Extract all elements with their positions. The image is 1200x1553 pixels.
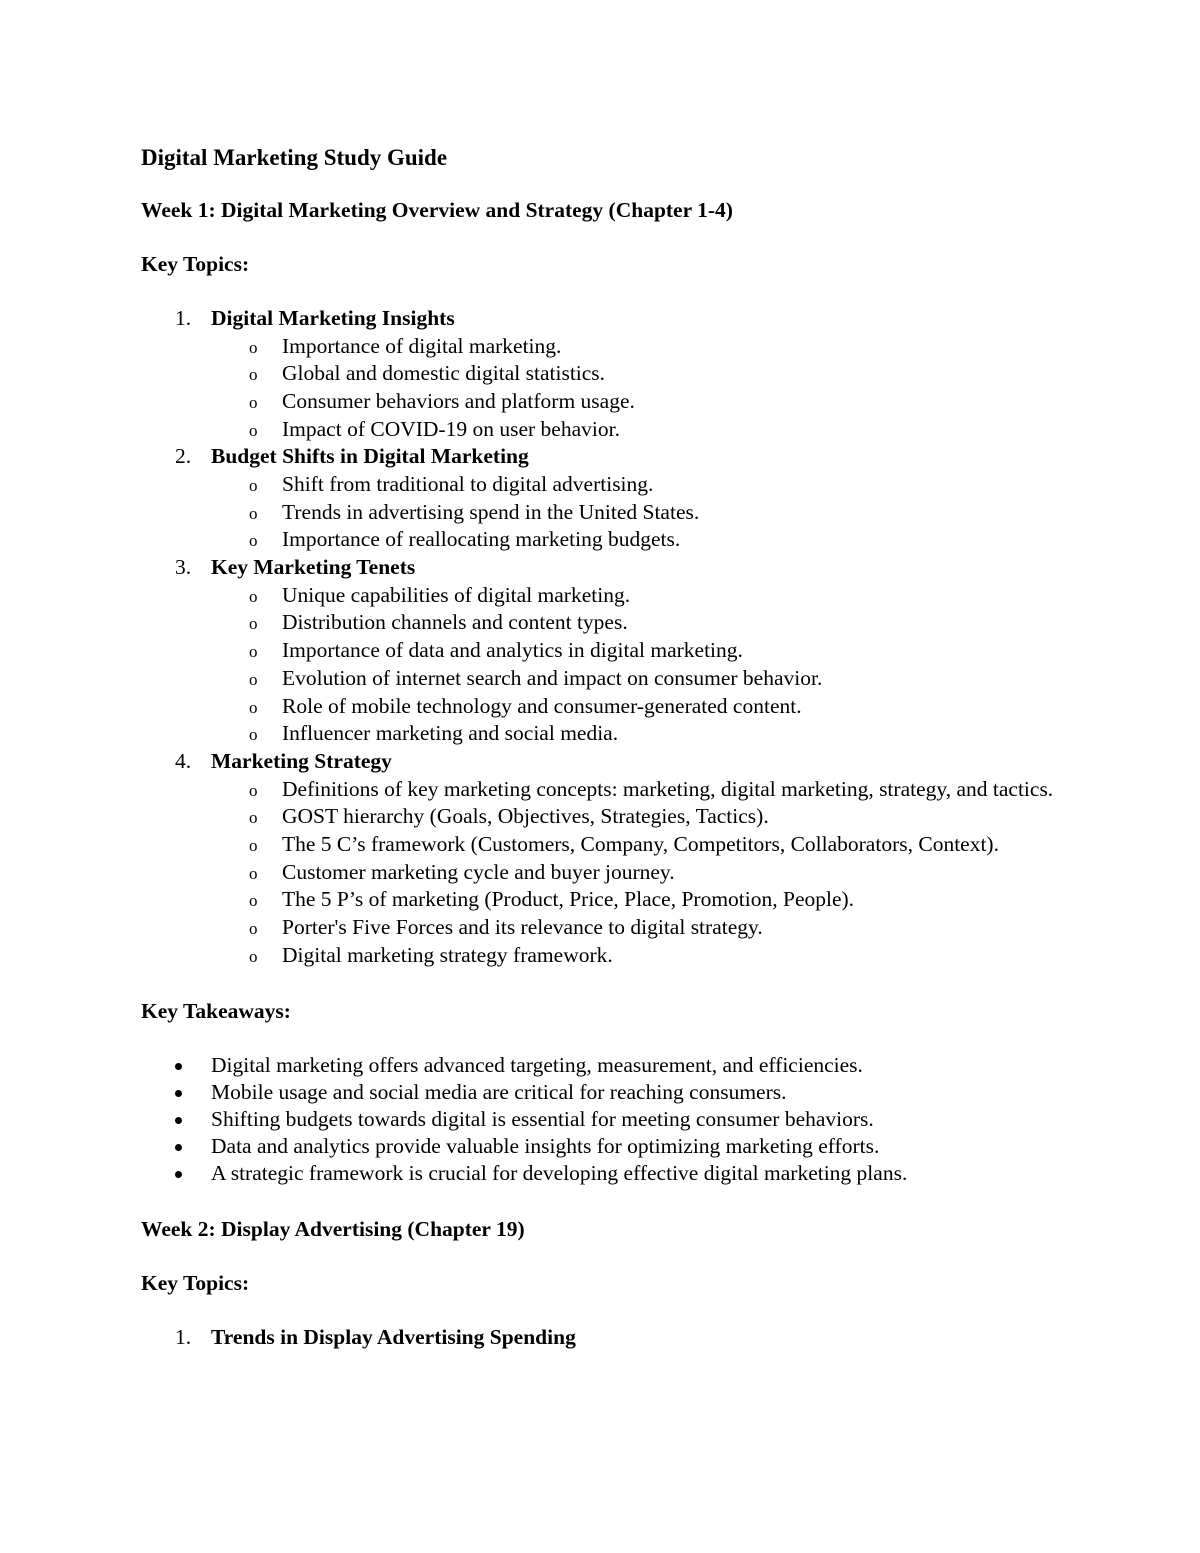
bullet-dot-icon [175, 1063, 182, 1070]
subtopic-text: Customer marketing cycle and buyer journey. [282, 859, 675, 884]
topic-number: 3. [175, 555, 192, 580]
subtopic-item [211, 499, 1081, 527]
subtopic-item [211, 609, 1081, 637]
subtopic-item [211, 416, 1081, 444]
subtopic-text: GOST hierarchy (Goals, Objectives, Strategies, Tactics). [282, 804, 769, 829]
subtopic-text: Importance of digital marketing. [282, 333, 562, 358]
subtopic-text: Consumer behaviors and platform usage. [282, 389, 635, 413]
circle-bullet-icon: o [249, 808, 258, 828]
topic-item [141, 305, 1081, 443]
circle-bullet-icon: o [249, 669, 258, 689]
subtopic-item [211, 942, 1081, 970]
subtopic-item [211, 831, 1081, 859]
takeaway-text: Mobile usage and social media are critical for reaching consumers. [211, 1080, 787, 1105]
subtopic-text: Influencer marketing and social media. [282, 721, 619, 746]
topic-number: 1. [175, 306, 192, 330]
circle-bullet-icon: o [249, 614, 258, 634]
subtopic-item [211, 803, 1081, 831]
circle-bullet-icon: o [249, 891, 258, 911]
circle-bullet-icon: o [249, 365, 258, 385]
subtopic-text: Trends in advertising spend in the United States. [282, 499, 700, 524]
takeaway-item [141, 1052, 1081, 1079]
week-2-key-topics-label: Key Topics: [141, 1271, 250, 1296]
takeaway-item [141, 1079, 1081, 1106]
subtopic-text: The 5 C’s framework (Customers, Company, Competitors, Collaborators, Context). [282, 831, 999, 856]
subtopic-item [211, 471, 1081, 499]
document-page [141, 140, 1081, 1352]
circle-bullet-icon: o [249, 393, 258, 412]
subtopic-item [211, 776, 1081, 804]
subtopic-item [211, 914, 1081, 942]
subtopic-item [211, 360, 1081, 388]
takeaway-text: Digital marketing offers advanced targeting, measurement, and efficiencies. [211, 1053, 863, 1078]
circle-bullet-icon: o [249, 919, 258, 939]
subtopic-item [211, 637, 1081, 665]
topic-item [141, 748, 1081, 970]
circle-bullet-icon: o [249, 863, 258, 883]
topic-title: Trends in Display Advertising Spending [211, 1325, 576, 1350]
week-2-heading: Week 2: Display Advertising (Chapter 19) [141, 1217, 525, 1242]
bullet-dot-icon [175, 1144, 182, 1151]
takeaway-text: Data and analytics provide valuable insights for optimizing marketing efforts. [211, 1134, 880, 1159]
circle-bullet-icon: o [249, 946, 258, 966]
subtopic-text: Importance of data and analytics in digital marketing. [282, 638, 743, 663]
week-1-key-topics-label: Key Topics: [141, 252, 250, 276]
circle-bullet-icon: o [249, 835, 258, 855]
topic-title: Budget Shifts in Digital Marketing [211, 444, 529, 469]
topic-title: Digital Marketing Insights [211, 306, 455, 330]
circle-bullet-icon: o [249, 725, 258, 745]
topic-title: Key Marketing Tenets [211, 555, 416, 580]
subtopic-list [211, 582, 1081, 748]
subtopic-text: Distribution channels and content types. [282, 610, 628, 635]
circle-bullet-icon: o [249, 642, 258, 662]
takeaway-item [141, 1133, 1081, 1160]
subtopic-item [211, 582, 1081, 610]
bullet-dot-icon [175, 1117, 182, 1124]
bullet-dot-icon [175, 1090, 182, 1097]
week-1-heading: Week 1: Digital Marketing Overview and Strategy (Chapter 1-4) [141, 198, 733, 222]
key-takeaways-label: Key Takeaways: [141, 999, 291, 1024]
topic-item [141, 1324, 1081, 1352]
subtopic-list [211, 776, 1081, 970]
circle-bullet-icon: o [249, 586, 258, 606]
circle-bullet-icon: o [249, 337, 258, 357]
document-title: Digital Marketing Study Guide [141, 145, 448, 170]
subtopic-text: Global and domestic digital statistics. [282, 361, 606, 386]
subtopic-text: Evolution of internet search and impact on consumer behavior. [282, 665, 823, 690]
subtopic-text: Digital marketing strategy framework. [282, 942, 613, 967]
circle-bullet-icon: o [249, 780, 258, 800]
circle-bullet-icon: o [249, 503, 258, 523]
subtopic-text: Shift from traditional to digital advertising. [282, 472, 654, 496]
subtopic-item [211, 526, 1081, 554]
bullet-dot-icon [175, 1171, 182, 1178]
subtopic-text: Impact of COVID-19 on user behavior. [282, 416, 620, 441]
topic-title: Marketing Strategy [211, 748, 392, 773]
subtopic-list [211, 471, 1081, 554]
subtopic-item [211, 665, 1081, 693]
subtopic-text: Unique capabilities of digital marketing. [282, 582, 631, 607]
subtopic-text: Porter's Five Forces and its relevance to digital strategy. [282, 915, 763, 940]
subtopic-list [211, 333, 1081, 444]
topic-number: 2. [175, 444, 192, 469]
subtopic-item [211, 693, 1081, 721]
week-2-topic-list [141, 1324, 1081, 1352]
subtopic-item [211, 388, 1081, 416]
circle-bullet-icon: o [249, 697, 258, 717]
circle-bullet-icon: o [249, 476, 258, 495]
subtopic-item [211, 720, 1081, 748]
circle-bullet-icon: o [249, 531, 258, 551]
topic-item [141, 554, 1081, 748]
subtopic-item [211, 886, 1081, 914]
topic-number: 4. [175, 748, 192, 773]
subtopic-text: Role of mobile technology and consumer-generated content. [282, 693, 802, 718]
takeaway-text: Shifting budgets towards digital is essential for meeting consumer behaviors. [211, 1107, 874, 1132]
takeaway-item [141, 1106, 1081, 1133]
subtopic-text: The 5 P’s of marketing (Product, Price, Place, Promotion, People). [282, 887, 855, 912]
subtopic-item [211, 333, 1081, 361]
circle-bullet-icon: o [249, 420, 258, 440]
week-1-topic-list [141, 305, 1081, 969]
subtopic-item [211, 859, 1081, 887]
topic-number: 1. [175, 1325, 192, 1350]
takeaway-text: A strategic framework is crucial for developing effective digital marketing plans. [211, 1161, 908, 1186]
takeaway-item [141, 1160, 1081, 1187]
subtopic-text: Importance of reallocating marketing budgets. [282, 527, 681, 552]
subtopic-text: Definitions of key marketing concepts: marketing, digital marketing, strategy, and tactics. [282, 776, 1054, 801]
takeaway-list [141, 1052, 1081, 1187]
topic-item [141, 443, 1081, 554]
